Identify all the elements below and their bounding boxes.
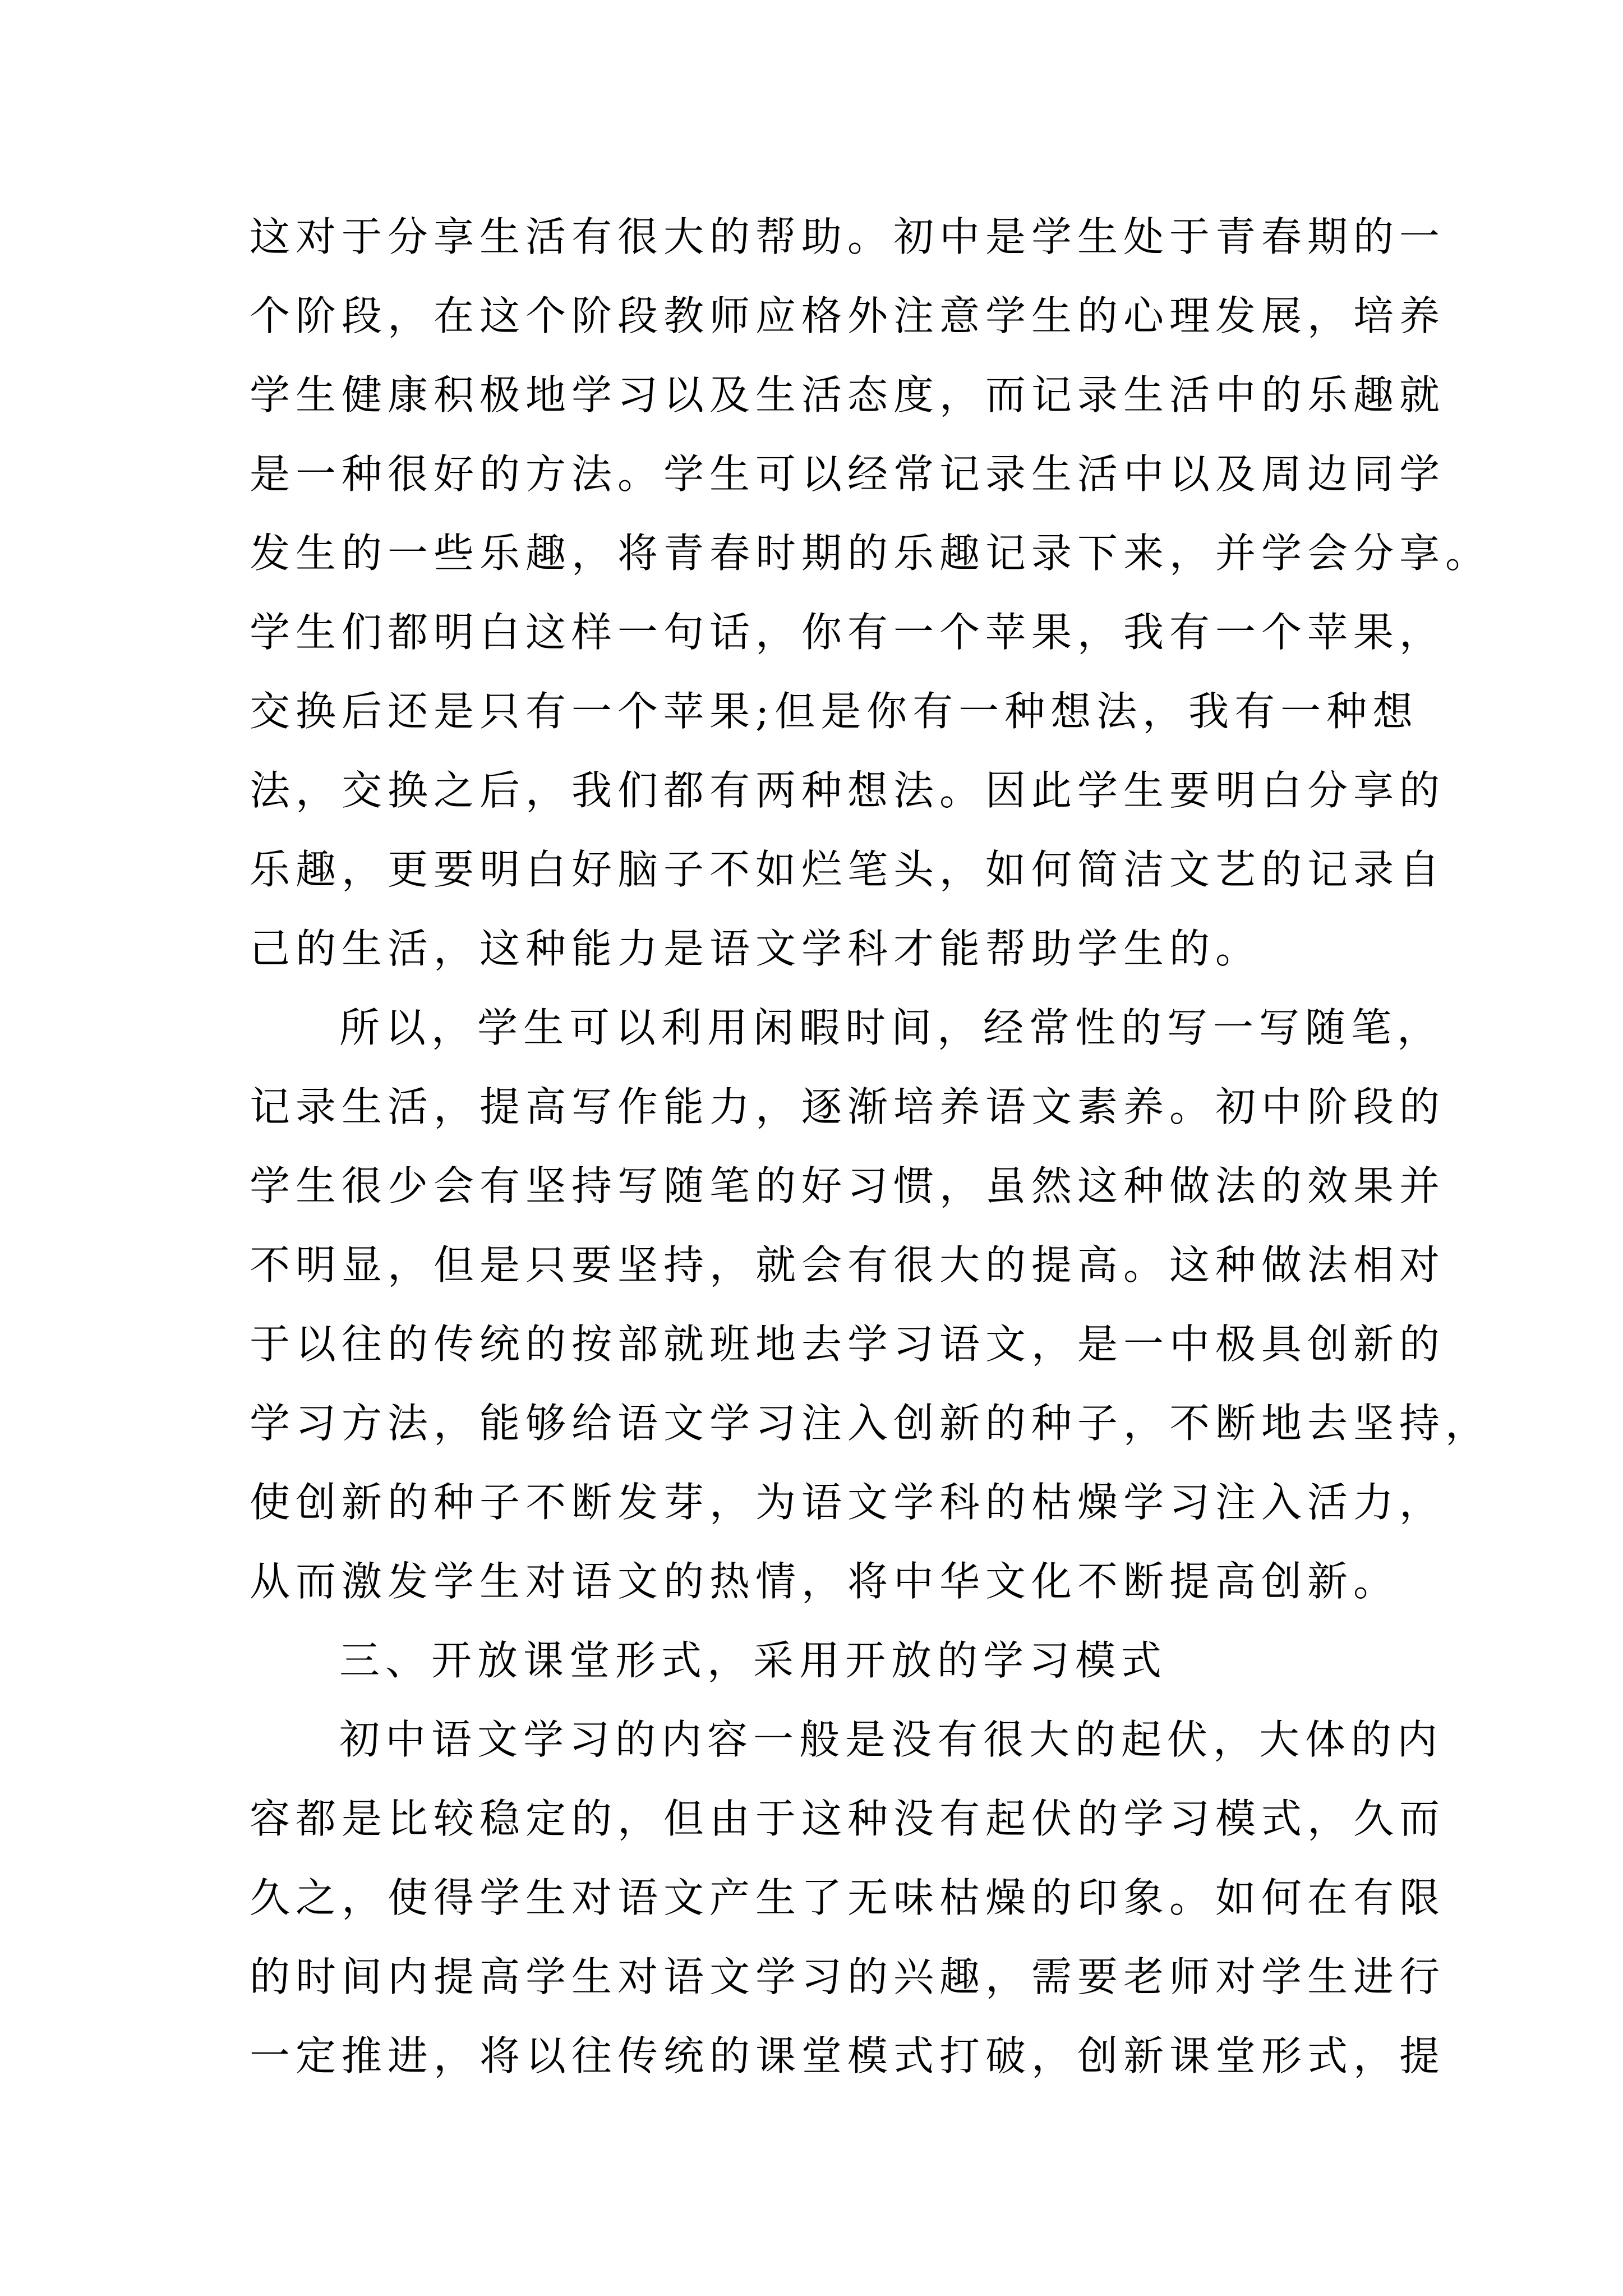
- text-line: 发生的一些乐趣，将青春时期的乐趣记录下来，并学会分享。: [250, 530, 1492, 577]
- text-line: 记录生活，提高写作能力，逐渐培养语文素养。初中阶段的: [250, 1083, 1446, 1130]
- text-line: 己的生活，这种能力是语文学科才能帮助学生的。: [250, 925, 1262, 972]
- text-line: 于以往的传统的按部就班地去学习语文，是一中极具创新的: [250, 1320, 1446, 1368]
- text-line: 久之，使得学生对语文产生了无味枯燥的印象。如何在有限: [250, 1874, 1446, 1921]
- text-line: 个阶段，在这个阶段教师应格外注意学生的心理发展，培养: [250, 292, 1446, 339]
- text-line: 三、开放课堂形式，采用开放的学习模式: [339, 1637, 1168, 1684]
- text-line: 学习方法，能够给语文学习注入创新的种子，不断地去坚持，: [250, 1400, 1492, 1447]
- document-body: [250, 197, 1492, 2096]
- text-line: 一定推进，将以往传统的课堂模式打破，创新课堂形式，提: [250, 2032, 1446, 2079]
- text-line: 不明显，但是只要坚持，就会有很大的提高。这种做法相对: [250, 1241, 1446, 1289]
- text-line: 初中语文学习的内容一般是没有很大的起伏，大体的内: [339, 1716, 1444, 1763]
- text-line: 从而激发学生对语文的热情，将中华文化不断提高创新。: [250, 1558, 1400, 1605]
- text-line: 学生健康积极地学习以及生活态度，而记录生活中的乐趣就: [250, 371, 1446, 418]
- text-line: 法，交换之后，我们都有两种想法。因此学生要明白分享的: [250, 767, 1446, 814]
- text-line: 的时间内提高学生对语文学习的兴趣，需要老师对学生进行: [250, 1953, 1446, 2000]
- text-line: 乐趣，更要明白好脑子不如烂笔头，如何简洁文艺的记录自: [250, 846, 1446, 893]
- text-line: 学生们都明白这样一句话，你有一个苹果，我有一个苹果，: [250, 609, 1446, 656]
- text-line: 使创新的种子不断发芽，为语文学科的枯燥学习注入活力，: [250, 1479, 1446, 1526]
- text-line: 所以，学生可以利用闲暇时间，经常性的写一写随笔，: [339, 1004, 1444, 1051]
- text-line: 交换后还是只有一个苹果;但是你有一种想法，我有一种想: [250, 688, 1419, 735]
- text-line: 学生很少会有坚持写随笔的好习惯，虽然这种做法的效果并: [250, 1162, 1446, 1209]
- text-line: 这对于分享生活有很大的帮助。初中是学生处于青春期的一: [250, 213, 1446, 260]
- text-line: 是一种很好的方法。学生可以经常记录生活中以及周边同学: [250, 450, 1446, 498]
- text-line: 容都是比较稳定的，但由于这种没有起伏的学习模式，久而: [250, 1795, 1446, 1842]
